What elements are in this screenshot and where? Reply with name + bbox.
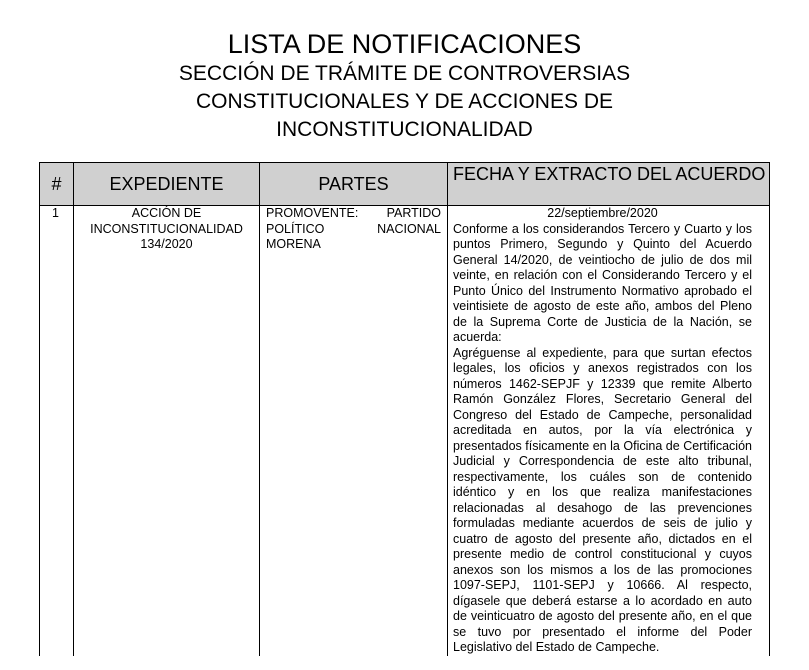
row-partes: PROMOVENTE: PARTIDO POLÍTICO NACIONAL MORENA: [260, 206, 448, 656]
agreement-extract-paragraph-2: Agréguense al expediente, para que surtan efectos legales, los oficios y anexos registrados con los números 1462-SEPJF y 12339 que remite Alberto Ramón González Flores, Secretario General del Congreso del Estado de Campeche, personalidad acreditada en autos, por la vía electrónica y presentados físicamente en la Oficina de Certificación Judicial y Correspondencia de este alto tribunal, respectivamente, los cuáles son de contenido idéntico y en los que realiza manifestaciones relacionadas al desahogo de las prevenciones formuladas mediante acuerdos de seis de julio y cuatro de agosto del presente año, dictados en el presente medio de control constitucional y cuyos anexos son los mismos a los de las promociones 1097-SEPJ, 1101-SEPJ y 10666. Al respecto, dígasele que deberá estarse a lo acordado en auto de veinticuatro de agosto del presente año, en el que se tuvo por presentado el informe del Poder Legislativo del Estado de Campeche.: [453, 345, 752, 654]
row-fecha-extracto: [448, 206, 770, 656]
column-header-number: #: [40, 163, 74, 206]
notifications-table: [39, 162, 770, 656]
agreement-date: 22/septiembre/2020: [547, 206, 658, 220]
row-number: 1: [40, 206, 74, 656]
document-subtitle-line-2: CONSTITUCIONALES Y DE ACCIONES DE: [196, 90, 613, 113]
row-expediente: ACCIÓN DE INCONSTITUCIONALIDAD 134/2020: [74, 206, 260, 656]
document-subtitle-line-3: INCONSTITUCIONALIDAD: [276, 118, 533, 141]
column-header-expediente: EXPEDIENTE: [74, 163, 260, 206]
column-header-fecha-extracto: FECHA Y EXTRACTO DEL ACUERDO: [448, 163, 770, 206]
document-title: LISTA DE NOTIFICACIONES: [227, 29, 582, 59]
table-header-row: [40, 163, 770, 206]
agreement-extract-paragraph-1: Conforme a los considerandos Tercero y Cuarto y los puntos Primero, Segundo y Quinto del Acuerdo General 14/2020, de veintiocho de julio de dos mil veinte, en relación con el Considerando Tercero y el Punto Único del Instrumento Normativo aprobado el veintisiete de agosto de este año, ambos del Pleno de la Suprema Corte de Justicia de la Nación, se acuerda:: [453, 221, 752, 344]
document-header: [0, 28, 809, 144]
document-subtitle-line-1: SECCIÓN DE TRÁMITE DE CONTROVERSIAS: [178, 62, 631, 85]
table-row: [40, 206, 770, 656]
column-header-partes: PARTES: [260, 163, 448, 206]
